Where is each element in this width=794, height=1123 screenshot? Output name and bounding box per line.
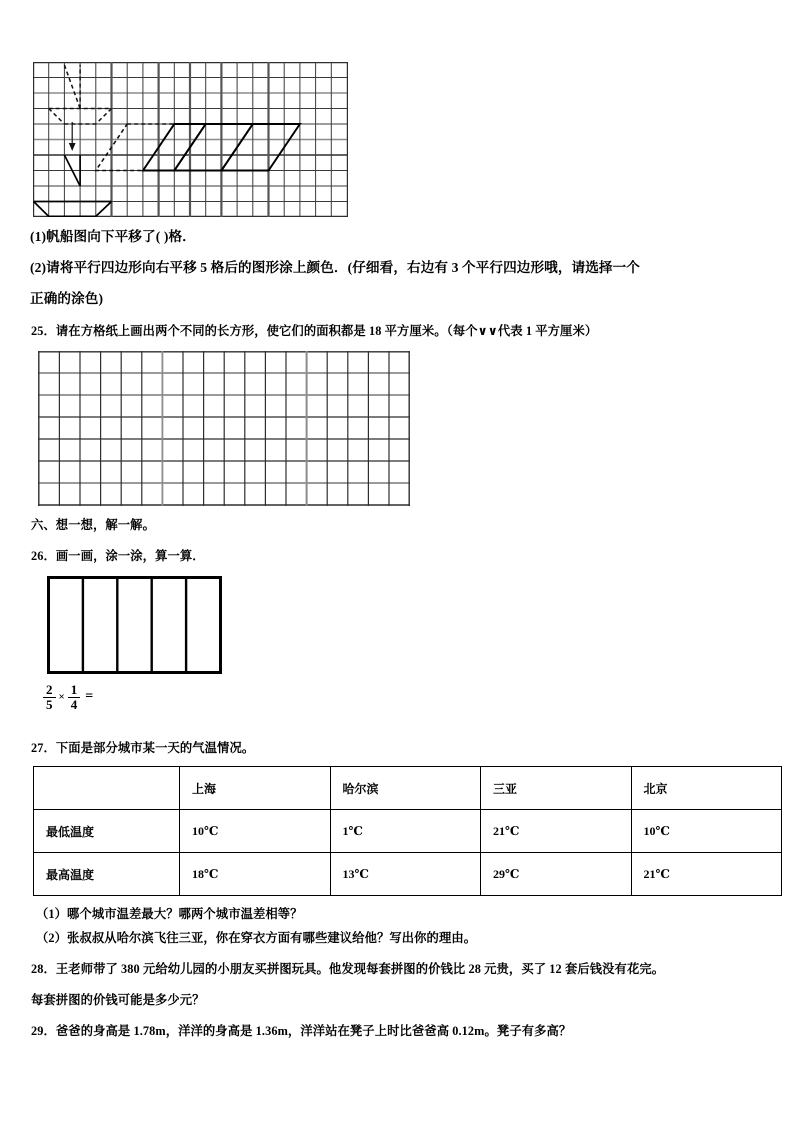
cell-min-shanghai: 10℃ <box>180 810 331 853</box>
fraction-expression <box>42 683 93 711</box>
fraction-left-denominator: 5 <box>43 697 56 712</box>
q26-text: 26．画一画，涂一涂，算一算． <box>31 549 205 563</box>
fraction-left <box>43 683 56 711</box>
bar-outline <box>49 578 221 673</box>
q28-line2-text: 每套拼图的价钱可能是多少元？ <box>31 993 205 1007</box>
table-row <box>34 853 782 896</box>
cell-max-sanya: 29℃ <box>481 853 632 896</box>
cell-max-harbin: 13℃ <box>330 853 481 896</box>
q27-sub2-text: （2）张叔叔从哈尔滨飞往三亚，你在穿衣方面有哪些建议给他？写出你的理由。 <box>36 931 477 945</box>
q24-sub2-line1-text: (2)请将平行四边形向右平移 5 格后的图形涂上颜色．(仔细看，右边有 3 个平行四边形哦，请选择一个 <box>30 260 641 275</box>
table-header-shanghai: 上海 <box>180 767 331 810</box>
table-header-beijing: 北京 <box>631 767 782 810</box>
fraction-right-numerator: 1 <box>70 682 78 697</box>
fifths-bar-svg <box>47 576 222 674</box>
translation-grid-svg <box>33 62 348 217</box>
equals-sign: = <box>85 689 94 705</box>
table-row <box>34 810 782 853</box>
q27-sub1-text: （1）哪个城市温差最大？哪两个城市温差相等？ <box>36 907 303 921</box>
q29-text: 29．爸爸的身高是 1.78m，洋洋的身高是 1.36m，洋洋站在凳子上时比爸爸高 0.12m。凳子有多高？ <box>31 1024 572 1038</box>
q27-text: 27．下面是部分城市某一天的气温情况。 <box>31 741 255 755</box>
square-paper-svg <box>38 351 410 506</box>
cell-max-beijing: 21℃ <box>631 853 782 896</box>
table-header-sanya: 三亚 <box>481 767 632 810</box>
q25-text: 25．请在方格纸上画出两个不同的长方形，使它们的面积都是 18 平方厘米。（每个∨∨代表 1 平方厘米） <box>31 324 598 338</box>
row-label-min-temp: 最低温度 <box>34 810 180 853</box>
fraction-right <box>68 683 81 711</box>
q24-sub2-line2-text: 正确的涂色) <box>30 291 104 306</box>
row-label-max-temp: 最高温度 <box>34 853 180 896</box>
fraction-right-denominator: 4 <box>68 697 81 712</box>
cell-max-shanghai: 18℃ <box>180 853 331 896</box>
temperature-table <box>33 766 782 896</box>
cell-min-harbin: 1℃ <box>330 810 481 853</box>
q28-line1-text: 28．王老师带了 380 元给幼儿园的小朋友买拼图玩具。他发现每套拼图的价钱比 28 元贵，买了 12 套后钱没有花完。 <box>31 962 665 976</box>
table-header-row <box>34 767 782 810</box>
multiply-operator: × <box>58 691 65 704</box>
table-header-harbin: 哈尔滨 <box>330 767 481 810</box>
square-paper-figure <box>38 351 410 506</box>
translation-grid-figure <box>33 62 348 217</box>
q24-sub1-text: (1)帆船图向下平移了( )格． <box>30 229 196 244</box>
cell-min-sanya: 21℃ <box>481 810 632 853</box>
cell-min-beijing: 10℃ <box>631 810 782 853</box>
fifths-bar-figure <box>47 576 222 674</box>
fraction-left-numerator: 2 <box>46 682 53 697</box>
section6-heading: 六、想一想，解一解。 <box>31 518 155 532</box>
table-corner-cell <box>34 767 180 810</box>
